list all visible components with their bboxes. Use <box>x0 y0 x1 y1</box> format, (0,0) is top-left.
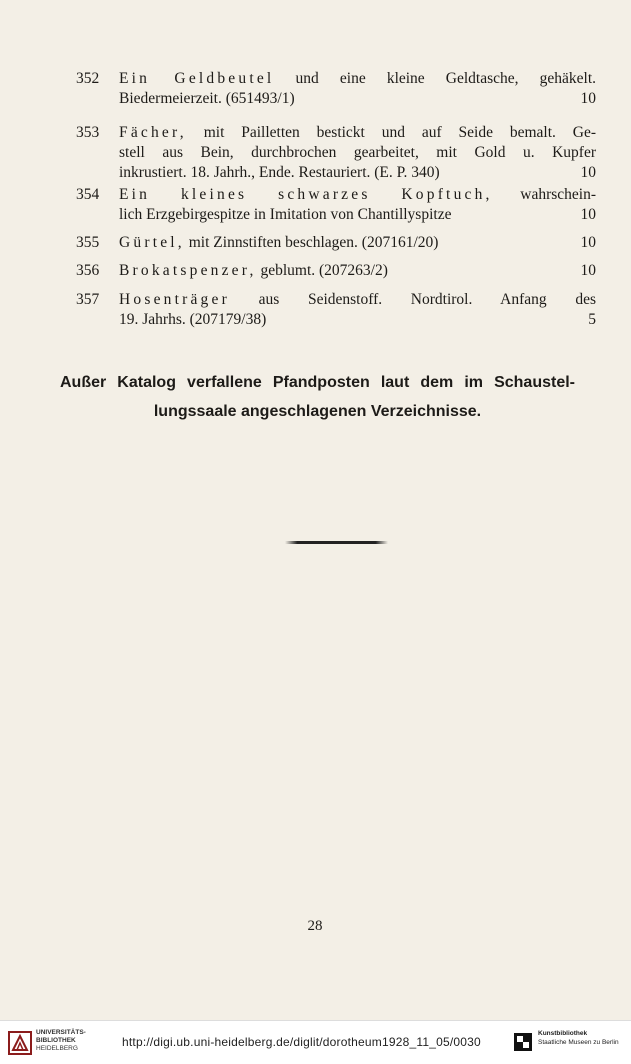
entry-number: 355 <box>76 234 100 251</box>
kunstbibliothek-logo-icon <box>514 1033 532 1051</box>
heading-line-1: Außer Katalog verfallene Pfandposten laut dem im Schaustel- <box>60 374 575 391</box>
entry-title: Fächer, <box>119 124 187 141</box>
entry-price: 5 <box>588 311 596 328</box>
footer-bar <box>0 1020 631 1064</box>
entry-title: Ein kleines schwarzes Kopftuch, <box>119 186 493 203</box>
entry-line: 19. Jahrhs. (207179/38) 5 <box>119 311 596 328</box>
university-library-logo-icon <box>8 1031 32 1055</box>
entry-number: 354 <box>76 186 100 203</box>
heading-line-2: lungssaale angeschlagenen Verzeichnisse. <box>153 403 482 420</box>
section-heading <box>60 368 575 426</box>
permalink-url[interactable]: http://digi.ub.uni-heidelberg.de/diglit/dorotheum1928_11_05/0030 <box>122 1035 481 1049</box>
decorative-rule <box>285 541 388 544</box>
entry-title: Brokatspenzer, <box>119 262 257 279</box>
entry-line: inkrustiert. 18. Jahrh., Ende. Restauriert. (E. P. 340) 10 <box>119 164 596 181</box>
museum-name: Kunstbibliothek Staatliche Museen zu Berlin <box>538 1030 619 1046</box>
entry-line: Brokatspenzer, geblumt. (207263/2) 10 <box>119 262 596 279</box>
entry-price: 10 <box>580 164 596 181</box>
entry-title: Gürtel, <box>119 234 185 251</box>
entry-title: Hosenträger <box>119 291 230 308</box>
page-number: 28 <box>307 918 323 934</box>
entry-price: 10 <box>580 234 596 251</box>
entry-line: Hosenträger aus Seidenstoff. Nordtirol. Anfang des <box>119 291 596 308</box>
entry-line: Ein kleines schwarzes Kopftuch, wahrschein- <box>119 186 596 203</box>
entry-number: 353 <box>76 124 100 141</box>
entry-line: Gürtel, mit Zinnstiften beschlagen. (207161/20) 10 <box>119 234 596 251</box>
entry-price: 10 <box>580 206 596 223</box>
entry-price: 10 <box>580 262 596 279</box>
entry-number: 356 <box>76 262 100 279</box>
entry-title: Ein Geldbeutel <box>119 70 275 87</box>
entry-line: Biedermeierzeit. (651493/1) 10 <box>119 90 596 107</box>
entry-line: Ein Geldbeutel und eine kleine Geldtasche, gehäkelt. <box>119 70 597 87</box>
entry-line: lich Erzgebirgespitze in Imitation von Chantillyspitze 10 <box>119 206 596 223</box>
entry-number: 352 <box>76 70 100 87</box>
entry-price: 10 <box>580 90 596 107</box>
entry-number: 357 <box>76 291 100 308</box>
entry-line: stell aus Bein, durchbrochen gearbeitet, mit Gold u. Kupfer <box>119 144 596 161</box>
university-library-name: UNIVERSITÄTS- BIBLIOTHEK HEIDELBERG <box>36 1029 86 1052</box>
entry-line: Fächer, mit Pailletten bestickt und auf Seide bemalt. Ge- <box>119 124 596 141</box>
